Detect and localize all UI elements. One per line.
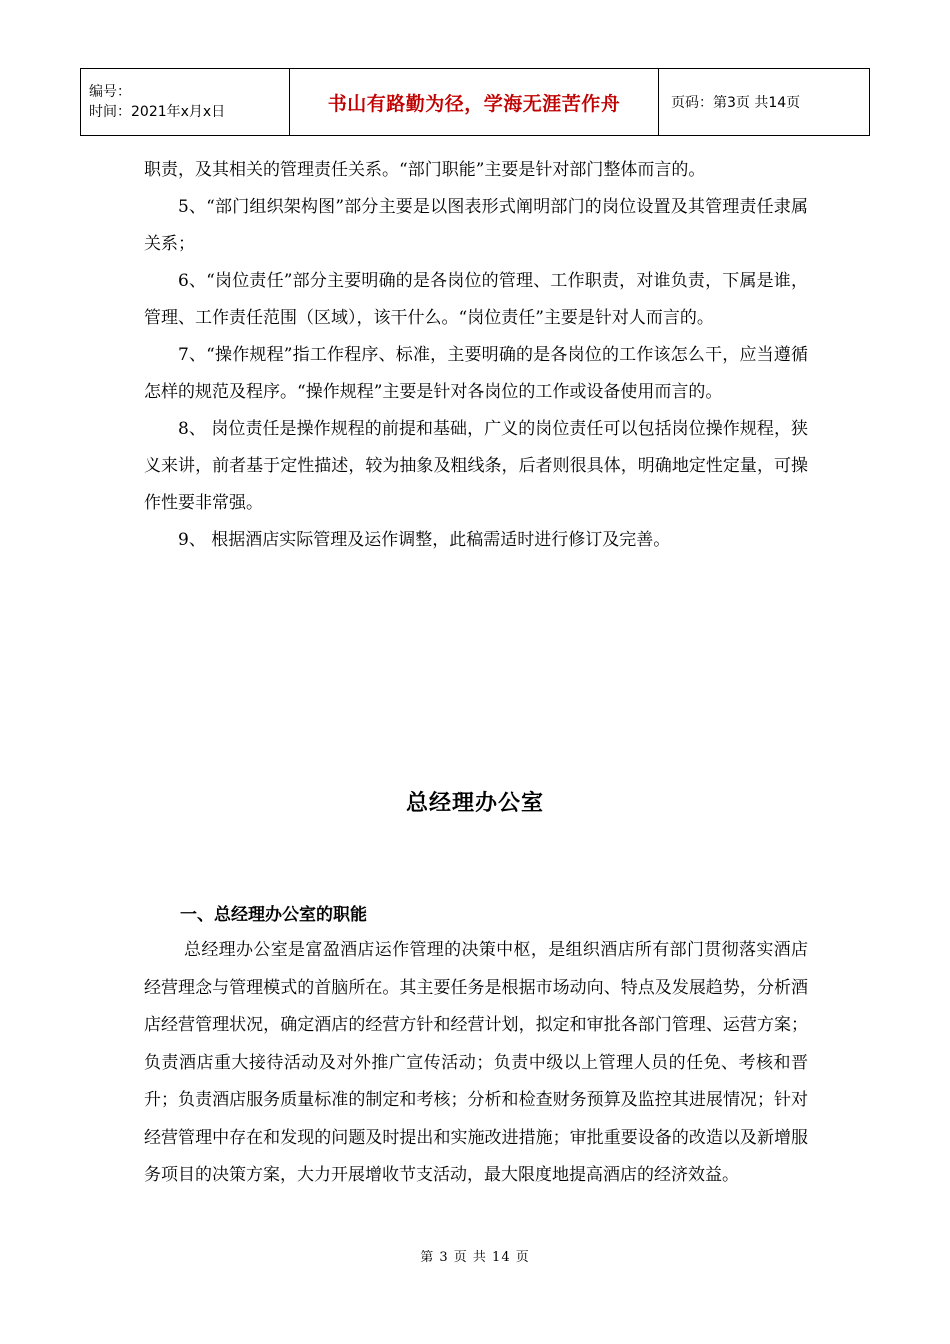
header-left-cell bbox=[81, 69, 290, 136]
body-content bbox=[144, 152, 808, 559]
number-label: 编号： bbox=[89, 84, 131, 100]
header-table bbox=[80, 68, 870, 136]
date-label: 时间：2021年x月x日 bbox=[89, 104, 226, 120]
paragraph: 8、 岗位责任是操作规程的前提和基础，广义的岗位责任可以包括岗位操作规程，狭义来讲，前者基于定性描述，较为抽象及粗线条，后者则很具体，明确地定性定量，可操作性要非常强。 bbox=[144, 419, 808, 513]
paragraph: 9、 根据酒店实际管理及运作调整，此稿需适时进行修订及完善。 bbox=[178, 530, 671, 550]
paragraph: 5、“部门组织架构图”部分主要是以图表形式阐明部门的岗位设置及其管理责任隶属关系； bbox=[144, 197, 808, 254]
page-title: 总经理办公室 bbox=[405, 791, 544, 816]
page-info: 页码：第3页 共14页 bbox=[659, 69, 870, 136]
section-functions bbox=[144, 898, 808, 1195]
paragraph: 7、“操作规程”指工作程序、标准，主要明确的是各岗位的工作该怎么干，应当遵循怎样的规范及程序。“操作规程”主要是针对各岗位的工作或设备使用而言的。 bbox=[144, 345, 808, 402]
page-footer: 第 3 页 共 14 页 bbox=[420, 1250, 530, 1265]
motto: 书山有路勤为径，学海无涯苦作舟 bbox=[290, 69, 659, 136]
paragraph: 职责，及其相关的管理责任关系。“部门职能”主要是针对部门整体而言的。 bbox=[144, 160, 706, 180]
section-heading: 一、总经理办公室的职能 bbox=[180, 905, 367, 925]
section-body: 总经理办公室是富盈酒店运作管理的决策中枢，是组织酒店所有部门贯彻落实酒店经营理念与管理模式的首脑所在。其主要任务是根据市场动向、特点及发展趋势，分析酒店经营管理状况，确定酒店的经营方针和经营计划，拟定和审批各部门管理、运营方案；负责酒店重大接待活动及对外推广宣传活动；负责中级以上管理人员的任免、考核和晋升；负责酒店服务质量标准的制定和考核；分析和检查财务预算及监控其进展情况；针对经营管理中存在和发现的问题及时提出和实施改进措施；审批重要设备的改造以及新增服务项目的决策方案，大力开展增收节支活动，最大限度地提高酒店的经济效益。 bbox=[144, 940, 808, 1185]
paragraph: 6、“岗位责任”部分主要明确的是各岗位的管理、工作职责，对谁负责，下属是谁，管理、工作责任范围（区域），该干什么。“岗位责任”主要是针对人而言的。 bbox=[144, 271, 808, 328]
